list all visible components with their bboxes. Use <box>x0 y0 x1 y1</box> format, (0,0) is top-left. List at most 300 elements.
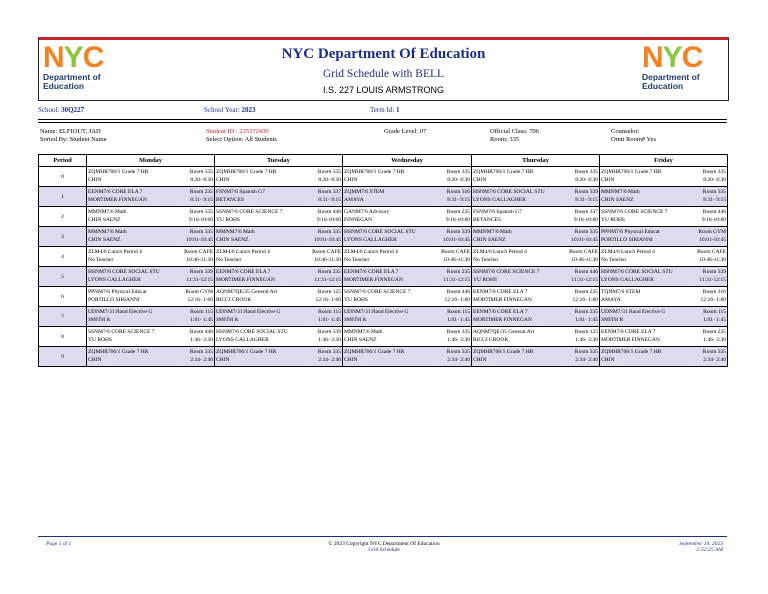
year-field <box>204 106 256 114</box>
room-label: Room CAFE <box>184 249 213 255</box>
class-entry <box>87 327 214 346</box>
class-entry <box>87 307 214 326</box>
class-time: 8:20- 8:30 <box>447 177 470 183</box>
class-time: 1:46- 2:30 <box>703 337 726 343</box>
class-entry <box>600 187 727 206</box>
teacher-name: MORTIMER FINNEGAN <box>344 277 403 283</box>
col-header-wednesday: Wednesday <box>343 155 472 167</box>
course-code: MMNM7/6 Math <box>601 189 640 195</box>
counselor: Counselor: <box>611 128 640 135</box>
schedule-row <box>39 267 728 287</box>
class-time: 1:46- 2:30 <box>447 337 470 343</box>
room-label: Room 446 <box>574 269 598 275</box>
class-time: 12:16- 1:00 <box>700 297 726 303</box>
class-time: 9:16-10:00 <box>188 217 213 223</box>
schedule-cell <box>343 167 472 187</box>
class-entry <box>472 207 599 226</box>
schedule-cell <box>215 307 343 327</box>
schedule-cell <box>215 267 343 287</box>
course-code: AQNM7QE/35 General Art <box>473 329 535 335</box>
class-time: 11:31-12:15 <box>571 277 598 283</box>
schedule-cell <box>215 347 343 367</box>
teacher-name: No Teacher <box>601 257 627 263</box>
class-entry <box>215 307 342 326</box>
period-number: 6 <box>39 287 87 307</box>
teacher-name: BETANCES <box>216 197 244 203</box>
class-entry <box>215 287 342 306</box>
teacher-name: YU ROHS <box>216 217 240 223</box>
period-number: 3 <box>39 227 87 247</box>
class-entry <box>472 167 599 186</box>
room-label: Room GYM <box>185 289 213 295</box>
course-code: FSNM7/6 Spanish G7 <box>216 189 265 195</box>
teacher-name: LYONS GALLAGHER <box>88 277 141 283</box>
class-entry <box>215 167 342 186</box>
schedule-cell <box>343 187 472 207</box>
room-label: Room 339 <box>702 269 726 275</box>
course-code: GANM7/6 Advisory <box>344 209 390 215</box>
class-entry <box>87 267 214 286</box>
teacher-name: CHIN SAENZ <box>473 237 506 243</box>
teacher-name: PORTILLO SIRIANNI <box>601 237 653 243</box>
class-entry <box>343 267 471 286</box>
period-number: 9 <box>39 347 87 367</box>
teacher-name: CHIN SAENZ <box>88 237 121 243</box>
schedule-cell <box>87 347 215 367</box>
grid-header-row <box>39 155 728 167</box>
schedule-row <box>39 307 728 327</box>
course-code: ZQMHR706/1 Grade 7 HR <box>473 349 534 355</box>
class-time: 10:01-10:45 <box>314 237 341 243</box>
student-id: Student ID : 235372430 <box>206 128 269 135</box>
print-time: 2:52:25 AM <box>696 547 723 553</box>
room-label: Room 335 <box>446 349 470 355</box>
course-code: FSNM7/6 Spanish G7 <box>473 209 522 215</box>
teacher-name: AMAYA <box>344 197 364 203</box>
class-entry <box>472 287 599 306</box>
course-code: TQNM7/6 STEM <box>601 289 641 295</box>
schedule-cell <box>472 267 600 287</box>
class-entry <box>343 187 471 206</box>
course-code: ZQMHR706/1 Grade 7 HR <box>344 349 405 355</box>
footer-center <box>0 541 768 553</box>
teacher-name: No Teacher <box>216 257 242 263</box>
schedule-cell <box>215 187 343 207</box>
print-date: September 19, 2023 <box>679 541 723 547</box>
teacher-name: LYONS GALLAGHER <box>473 197 526 203</box>
period-number: 4 <box>39 247 87 267</box>
class-time: 10:46-11:30 <box>314 257 341 263</box>
class-time: 12:16- 1:00 <box>572 297 598 303</box>
class-time: 10:01-10:45 <box>571 237 598 243</box>
teacher-name: CHIN <box>601 177 615 183</box>
teacher-name: YU ROHS <box>88 337 112 343</box>
class-entry <box>472 227 599 246</box>
schedule-cell <box>472 167 600 187</box>
schedule-cell <box>215 247 343 267</box>
course-code: EENM7/6 CORE ELA 7 <box>216 269 271 275</box>
teacher-name: BETANCES <box>473 217 501 223</box>
class-time: 8:31- 9:15 <box>318 197 341 203</box>
logo-dept-line2: Education <box>642 81 684 91</box>
omit-room: Omit Room# Yes <box>611 136 656 143</box>
teacher-name: MORTIMER FINNEGAN <box>601 337 660 343</box>
class-time: 2:34- 2:40 <box>703 357 726 363</box>
teacher-name: CHIN <box>473 357 487 363</box>
class-entry <box>87 247 214 266</box>
col-header-tuesday: Tuesday <box>215 155 343 167</box>
room-label: Room 335 <box>317 169 341 175</box>
teacher-name: CHIN <box>344 357 358 363</box>
room-label: Room 335 <box>317 349 341 355</box>
class-entry <box>215 327 342 346</box>
schedule-cell <box>472 227 600 247</box>
class-entry <box>87 287 214 306</box>
schedule-row <box>39 247 728 267</box>
schedule-cell <box>472 327 600 347</box>
teacher-name: SMITH R <box>88 317 111 323</box>
schedule-cell <box>87 267 215 287</box>
schedule-row <box>39 327 728 347</box>
class-time: 8:20- 8:30 <box>318 177 341 183</box>
course-code: EENM7/6 CORE ELA 7 <box>88 189 143 195</box>
sorted-by: Sorted By: Student Name <box>40 136 107 143</box>
room-label: Room 335 <box>189 229 213 235</box>
schedule-cell <box>87 187 215 207</box>
course-code: ZQMHR706/1 Grade 7 HR <box>601 349 662 355</box>
class-time: 10:46-11:30 <box>443 257 470 263</box>
course-code: EENM7/6 CORE ELA 7 <box>473 289 528 295</box>
schedule-cell <box>87 167 215 187</box>
class-entry <box>87 167 214 186</box>
teacher-name: SMITH R <box>216 317 239 323</box>
room-label: Room 337 <box>317 189 341 195</box>
teacher-name: MORTIMER FINNEGAN <box>473 297 532 303</box>
room-label: Room 335 <box>189 169 213 175</box>
course-code: HSNM7/6 CORE SOCIAL STU <box>601 269 673 275</box>
official-room: Room: 335 <box>490 136 520 143</box>
school-value: 30Q227 <box>61 106 85 114</box>
room-label: Room 337 <box>574 209 598 215</box>
class-entry <box>215 187 342 206</box>
class-time: 10:46-11:30 <box>699 257 726 263</box>
room-label: Room CAFE <box>697 249 726 255</box>
class-time: 9:16-10:00 <box>701 217 726 223</box>
class-entry <box>343 207 471 226</box>
teacher-name: CHIN SAENZ <box>88 217 121 223</box>
class-entry <box>600 167 727 186</box>
term-label: Term Id: <box>370 106 395 114</box>
teacher-name: LYONS GALLAGHER <box>216 337 269 343</box>
official-class: Official Class: 706 <box>490 128 539 135</box>
class-time: 1:46- 2:30 <box>575 337 598 343</box>
class-time: 1:01- 1:45 <box>447 317 470 323</box>
teacher-name: CHIN <box>473 177 487 183</box>
teacher-name: CHIN <box>216 357 230 363</box>
year-value: 2023 <box>241 106 256 114</box>
class-entry <box>472 347 599 366</box>
course-code: PPNM7/6 Physical Educat <box>601 229 660 235</box>
course-code: ZQMHR706/1 Grade 7 HR <box>216 349 277 355</box>
class-time: 10:01-10:45 <box>186 237 213 243</box>
teacher-name: LYONS GALLAGHER <box>344 237 397 243</box>
schedule-cell <box>600 167 728 187</box>
schedule-row <box>39 207 728 227</box>
course-code: HSNM7/6 CORE SOCIAL STU <box>344 229 416 235</box>
course-code: HSNM7/6 CORE SOCIAL STU <box>473 189 545 195</box>
course-code: ZQMHR706/1 Grade 7 HR <box>473 169 534 175</box>
class-time: 8:31- 9:15 <box>703 197 726 203</box>
teacher-name: No Teacher <box>344 257 370 263</box>
divider <box>38 122 727 123</box>
schedule-cell <box>600 247 728 267</box>
schedule-cell <box>343 267 472 287</box>
teacher-name: CHIN <box>88 177 102 183</box>
class-entry <box>215 267 342 286</box>
course-code: UDNM7/31 Band Elective G <box>216 309 281 315</box>
teacher-name: AMAYA <box>601 297 621 303</box>
class-time: 8:20- 8:30 <box>575 177 598 183</box>
class-time: 12:16- 1:00 <box>315 297 341 303</box>
class-entry <box>472 187 599 206</box>
page-number: Page 1 of 1 <box>46 541 72 547</box>
schedule-cell <box>472 287 600 307</box>
logo-wordmark: NYC <box>642 41 703 74</box>
course-code: EENM7/6 CORE ELA 7 <box>601 329 656 335</box>
report-name: Grid Schedule <box>368 547 400 553</box>
student-name: Name: ELFIOUT, JAD <box>40 128 101 135</box>
schedule-cell <box>87 227 215 247</box>
course-code: ZLM4/6 Lunch Period 4 <box>473 249 527 255</box>
course-code: UDNM7/31 Band Elective G <box>601 309 666 315</box>
class-time: 2:34- 2:40 <box>318 357 341 363</box>
room-label: Room GYM <box>698 229 726 235</box>
course-code: ZLM4/6 Lunch Period 4 <box>601 249 655 255</box>
class-time: 8:20- 8:30 <box>190 177 213 183</box>
teacher-name: CHIN SAENZ <box>601 197 634 203</box>
teacher-name: CHIN <box>216 177 230 183</box>
teacher-name: No Teacher <box>473 257 499 263</box>
teacher-name: MORTIMER FINNEGAN <box>473 317 532 323</box>
room-label: Room 335 <box>574 229 598 235</box>
course-code: EENM7/6 CORE ELA 7 <box>344 269 399 275</box>
course-code: SSNM7/6 CORE SCIENCE 7 <box>344 289 411 295</box>
room-label: Room 335 <box>702 349 726 355</box>
report-title: NYC Department Of Education <box>281 46 486 62</box>
teacher-name: SMITH R <box>601 317 624 323</box>
class-time: 11:31-12:15 <box>314 277 341 283</box>
schedule-row <box>39 347 728 367</box>
school-info-row <box>38 106 727 118</box>
schedule-cell <box>215 207 343 227</box>
room-label: Room 235 <box>574 309 598 315</box>
grade-level: Grade Level: 07 <box>384 128 427 135</box>
student-info <box>38 127 727 147</box>
room-label: Room 316 <box>446 189 470 195</box>
class-entry <box>600 207 727 226</box>
schedule-cell <box>600 207 728 227</box>
schedule-cell <box>600 267 728 287</box>
class-time: 10:46-11:30 <box>571 257 598 263</box>
class-entry <box>600 347 727 366</box>
course-code: ZQMHR706/1 Grade 7 HR <box>601 169 662 175</box>
room-label: Room 335 <box>446 329 470 335</box>
room-label: Room CAFE <box>312 249 341 255</box>
class-time: 8:31- 9:15 <box>575 197 598 203</box>
class-time: 9:16-10:00 <box>573 217 598 223</box>
teacher-name: CHIN <box>601 357 615 363</box>
class-time: 1:01- 1:45 <box>703 317 726 323</box>
class-time: 2:34- 2:40 <box>575 357 598 363</box>
footer-divider <box>38 536 727 537</box>
schedule-cell <box>600 347 728 367</box>
course-code: SSNM7/6 CORE SCIENCE 7 <box>88 329 155 335</box>
period-number: 0 <box>39 167 87 187</box>
room-label: Room 235 <box>317 269 341 275</box>
teacher-name: YU ROHS <box>344 297 368 303</box>
room-label: Room 235 <box>574 289 598 295</box>
course-code: MMNM7/6 Math <box>216 229 255 235</box>
class-entry <box>600 227 727 246</box>
school-name: I.S. 227 LOUIS ARMSTRONG <box>322 85 445 95</box>
teacher-name: FINNEGAN <box>344 217 373 223</box>
schedule-cell <box>343 227 472 247</box>
col-header-period: Period <box>39 155 87 167</box>
course-code: ZLM4/6 Lunch Period 4 <box>216 249 270 255</box>
room-label: Room 235 <box>702 329 726 335</box>
nyc-doe-logo-right <box>642 43 722 95</box>
room-label: Room 446 <box>189 329 213 335</box>
copyright: © 2023 Copyright NYC Department Of Education <box>328 541 440 547</box>
class-entry <box>472 267 599 286</box>
room-label: Room 335 <box>574 349 598 355</box>
schedule-row <box>39 187 728 207</box>
room-label: Room 115 <box>190 309 213 315</box>
school-field <box>38 106 84 114</box>
room-label: Room 446 <box>317 209 341 215</box>
room-label: Room 316 <box>702 289 726 295</box>
schedule-row <box>39 227 728 247</box>
class-entry <box>87 207 214 226</box>
schedule-cell <box>87 247 215 267</box>
class-entry <box>472 307 599 326</box>
class-entry <box>472 327 599 346</box>
class-entry <box>600 287 727 306</box>
school-label: School: <box>38 106 60 114</box>
period-number: 2 <box>39 207 87 227</box>
schedule-cell <box>87 287 215 307</box>
room-label: Room 335 <box>189 349 213 355</box>
schedule-cell <box>343 207 472 227</box>
course-code: ZQMHR706/1 Grade 7 HR <box>88 349 149 355</box>
period-number: 8 <box>39 327 87 347</box>
class-time: 10:46-11:30 <box>186 257 213 263</box>
room-label: Room 235 <box>446 209 470 215</box>
period-number: 1 <box>39 187 87 207</box>
course-code: PPNM7/6 Physical Educat <box>88 289 147 295</box>
schedule-cell <box>215 227 343 247</box>
class-time: 1:01- 1:45 <box>318 317 341 323</box>
schedule-cell <box>343 327 472 347</box>
class-entry <box>343 347 471 366</box>
schedule-cell <box>343 347 472 367</box>
class-entry <box>343 307 471 326</box>
class-entry <box>343 227 471 246</box>
class-time: 10:01-10:45 <box>699 237 726 243</box>
room-label: Room 446 <box>446 289 470 295</box>
class-time: 12:16- 1:00 <box>444 297 470 303</box>
room-label: Room 335 <box>702 189 726 195</box>
room-label: Room 335 <box>189 209 213 215</box>
room-label: Room 339 <box>317 329 341 335</box>
room-label: Room 446 <box>702 209 726 215</box>
teacher-name: YU ROHS <box>473 277 497 283</box>
course-code: SSNM7/6 CORE SCIENCE 7 <box>216 209 283 215</box>
class-time: 8:31- 9:15 <box>190 197 213 203</box>
divider <box>38 119 727 120</box>
course-code: ZQMHR706/1 Grade 7 HR <box>216 169 277 175</box>
teacher-name: SMITH R <box>344 317 367 323</box>
logo-dept-line1: Department of <box>43 72 101 82</box>
course-code: SSNM7/6 CORE SCIENCE 7 <box>601 209 668 215</box>
term-value: 1 <box>395 106 400 114</box>
room-label: Room 235 <box>446 269 470 275</box>
room-label: Room 235 <box>189 189 213 195</box>
class-time: 12:16- 1:00 <box>187 297 213 303</box>
class-time: 2:34- 2:40 <box>190 357 213 363</box>
schedule-cell <box>343 287 472 307</box>
class-entry <box>343 287 471 306</box>
course-code: ZQMM7/6 STEM <box>344 189 385 195</box>
class-entry <box>87 347 214 366</box>
report-subtitle: Grid Schedule with BELL <box>322 68 445 80</box>
schedule-cell <box>472 247 600 267</box>
schedule-cell <box>215 167 343 187</box>
schedule-cell <box>472 187 600 207</box>
schedule-cell <box>472 307 600 327</box>
period-number: 5 <box>39 267 87 287</box>
course-code: MMNM7/6 Math <box>88 209 127 215</box>
class-entry <box>343 327 471 346</box>
course-code: MMNM7/6 Math <box>473 229 512 235</box>
schedule-cell <box>87 307 215 327</box>
class-entry <box>87 187 214 206</box>
course-code: HSNM7/6 CORE SOCIAL STU <box>216 329 288 335</box>
room-label: Room 335 <box>702 169 726 175</box>
logo-dept-line1: Department of <box>642 72 700 82</box>
class-entry <box>343 247 471 266</box>
schedule-cell <box>87 207 215 227</box>
schedule-cell <box>600 187 728 207</box>
schedule-cell <box>343 307 472 327</box>
teacher-name: MORTIMER FINNEGAN <box>88 197 147 203</box>
room-label: Room 335 <box>446 169 470 175</box>
course-code: HSNM7/6 CORE SOCIAL STU <box>88 269 160 275</box>
room-label: Room CAFE <box>441 249 470 255</box>
schedule-grid <box>38 154 728 367</box>
class-entry <box>600 267 727 286</box>
class-time: 1:46- 2:30 <box>318 337 341 343</box>
teacher-name: YU ROHS <box>601 217 625 223</box>
schedule-cell <box>343 247 472 267</box>
course-code: UDNM7/31 Band Elective G <box>344 309 409 315</box>
room-label: Room 115 <box>447 309 470 315</box>
room-label: Room 335 <box>317 229 341 235</box>
class-time: 1:01- 1:45 <box>190 317 213 323</box>
schedule-cell <box>472 347 600 367</box>
room-label: Room 339 <box>574 189 598 195</box>
teacher-name: CHIN <box>88 357 102 363</box>
